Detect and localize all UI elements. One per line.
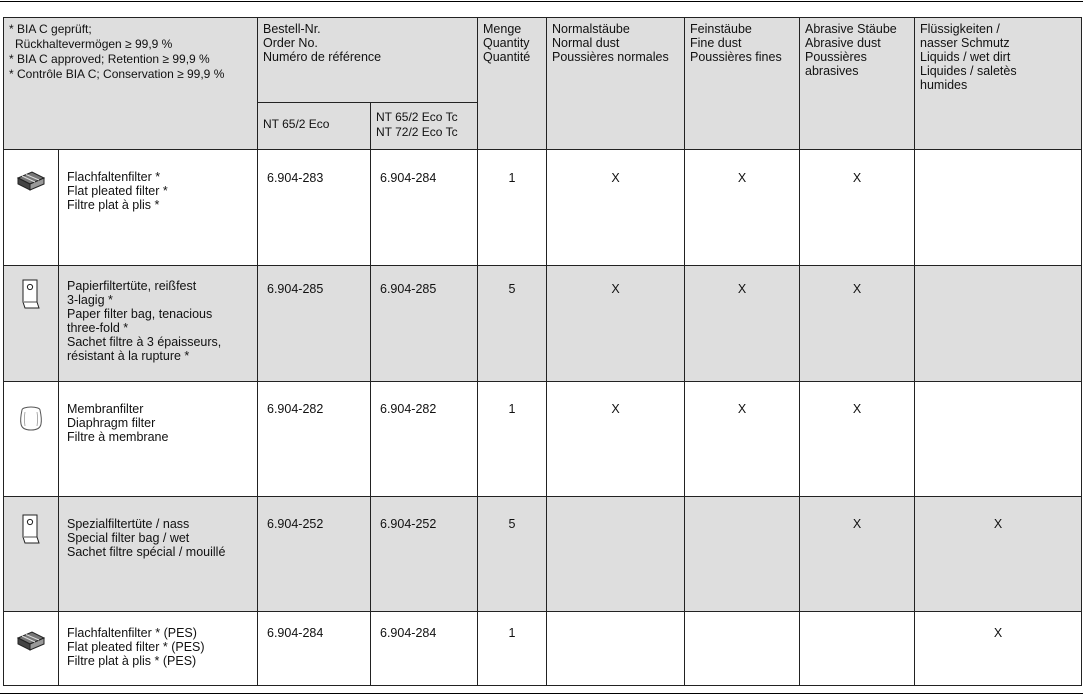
- quantity-value: 5: [478, 497, 547, 612]
- description-line: Flachfaltenfilter * (PES): [67, 626, 197, 640]
- liquids-mark: [915, 382, 1082, 497]
- description-line: Paper filter bag, tenacious: [67, 307, 213, 321]
- table-row: [4, 382, 1082, 497]
- quantity-label-en: Quantity: [483, 36, 530, 50]
- order-no-b: 6.904-284: [371, 150, 478, 266]
- quantity-value: 1: [478, 612, 547, 686]
- membrane-filter-icon: [17, 404, 45, 432]
- table-row: [4, 266, 1082, 382]
- fine-dust-mark: X: [685, 382, 800, 497]
- abrasive-dust-header: [800, 18, 915, 150]
- top-rule: [0, 1, 1083, 2]
- normal-dust-header: [547, 18, 685, 150]
- row-description: [59, 266, 258, 382]
- row-icon-cell: [4, 497, 59, 612]
- description-line: Membranfilter: [67, 402, 144, 416]
- liquids-label-de: Flüssigkeiten /: [920, 22, 1000, 36]
- paper-filter-bag-icon: [21, 278, 41, 310]
- model-a-header: [258, 103, 371, 150]
- description-line: 3-lagig *: [67, 293, 113, 307]
- fine-dust-header: [685, 18, 800, 150]
- model-b-header: [371, 103, 478, 150]
- description-line: Special filter bag / wet: [67, 531, 190, 545]
- fine-dust-mark: [685, 612, 800, 686]
- normal-dust-mark: X: [547, 382, 685, 497]
- fine-dust-mark: X: [685, 266, 800, 382]
- description-line: Flat pleated filter *: [67, 184, 168, 198]
- bottom-rule: [0, 693, 1083, 694]
- order-no-b: 6.904-282: [371, 382, 478, 497]
- order-no-a: 6.904-252: [258, 497, 371, 612]
- description-line: three-fold *: [67, 321, 129, 335]
- model-b-label: NT 72/2 Eco Tc: [376, 125, 458, 139]
- description-line: Filtre plat à plis * (PES): [67, 654, 197, 668]
- liquids-label-de: nasser Schmutz: [920, 36, 1010, 50]
- header-row: [4, 18, 1082, 103]
- description-line: Flat pleated filter * (PES): [67, 640, 205, 654]
- abrasive-dust-mark: X: [800, 497, 915, 612]
- liquids-mark: [915, 266, 1082, 382]
- fine-dust-mark: X: [685, 150, 800, 266]
- normal-dust-mark: X: [547, 150, 685, 266]
- row-description: [59, 612, 258, 686]
- description-line: Diaphragm filter: [67, 416, 156, 430]
- order-no-a: 6.904-282: [258, 382, 371, 497]
- liquids-mark: X: [915, 612, 1082, 686]
- normal-dust-label-de: Normalstäube: [552, 22, 630, 36]
- description-line: Sachet filtre à 3 épaisseurs,: [67, 335, 222, 349]
- normal-dust-mark: X: [547, 266, 685, 382]
- description-line: Filtre à membrane: [67, 430, 169, 444]
- table-row: [4, 612, 1082, 686]
- row-description: [59, 150, 258, 266]
- fine-dust-mark: [685, 497, 800, 612]
- row-description: [59, 382, 258, 497]
- liquids-label-fr: Liquides / saletès: [920, 64, 1017, 78]
- fine-dust-label-de: Feinstäube: [690, 22, 752, 36]
- filter-accessories-table: [3, 17, 1082, 686]
- row-icon-cell: [4, 382, 59, 497]
- quantity-value: 1: [478, 382, 547, 497]
- normal-dust-mark: [547, 497, 685, 612]
- abrasive-dust-label-fr: abrasives: [805, 64, 859, 78]
- quantity-header: [478, 18, 547, 150]
- order-no-b: 6.904-284: [371, 612, 478, 686]
- description-line: Spezialfiltertüte / nass: [67, 517, 190, 531]
- normal-dust-label-en: Normal dust: [552, 36, 620, 50]
- bia-note-line: * BIA C approved; Retention ≥ 99,9 %: [9, 52, 210, 66]
- description-line: Filtre plat à plis *: [67, 198, 160, 212]
- description-line: résistant à la rupture *: [67, 349, 190, 363]
- flat-pleated-filter-icon: [16, 170, 46, 192]
- row-icon-cell: [4, 612, 59, 686]
- fine-dust-label-fr: Poussières fines: [690, 50, 782, 64]
- liquids-label-fr: humides: [920, 78, 968, 92]
- quantity-value: 5: [478, 266, 547, 382]
- abrasive-dust-mark: X: [800, 382, 915, 497]
- abrasive-dust-label-fr: Poussières: [805, 50, 867, 64]
- liquids-mark: X: [915, 497, 1082, 612]
- order-no-label-fr: Numéro de référence: [263, 50, 382, 64]
- quantity-label-fr: Quantité: [483, 50, 531, 64]
- special-filter-bag-icon: [21, 513, 41, 545]
- bia-note-line: Rückhaltevermögen ≥ 99,9 %: [15, 37, 173, 51]
- normal-dust-label-fr: Poussières normales: [552, 50, 669, 64]
- normal-dust-mark: [547, 612, 685, 686]
- abrasive-dust-label-de: Abrasive Stäube: [805, 22, 897, 36]
- quantity-label-de: Menge: [483, 22, 522, 36]
- bia-note-header: [4, 18, 258, 150]
- bia-note-line: * Contrôle BIA C; Conservation ≥ 99,9 %: [9, 67, 225, 81]
- bia-note-line: * BIA C geprüft;: [9, 22, 92, 36]
- order-no-b: 6.904-285: [371, 266, 478, 382]
- row-icon-cell: [4, 150, 59, 266]
- table-row: [4, 497, 1082, 612]
- description-line: Papierfiltertüte, reißfest: [67, 279, 197, 293]
- fine-dust-label-en: Fine dust: [690, 36, 742, 50]
- liquids-label-en: Liquids / wet dirt: [920, 50, 1011, 64]
- order-no-a: 6.904-285: [258, 266, 371, 382]
- order-no-label-en: Order No.: [263, 36, 318, 50]
- abrasive-dust-label-en: Abrasive dust: [805, 36, 881, 50]
- liquids-mark: [915, 150, 1082, 266]
- abrasive-dust-mark: X: [800, 266, 915, 382]
- order-no-label-de: Bestell-Nr.: [263, 22, 321, 36]
- description-line: Flachfaltenfilter *: [67, 170, 161, 184]
- abrasive-dust-mark: [800, 612, 915, 686]
- order-no-b: 6.904-252: [371, 497, 478, 612]
- order-no-header: [258, 18, 478, 103]
- row-icon-cell: [4, 266, 59, 382]
- quantity-value: 1: [478, 150, 547, 266]
- description-line: Sachet filtre spécial / mouillé: [67, 545, 226, 559]
- abrasive-dust-mark: X: [800, 150, 915, 266]
- order-no-a: 6.904-283: [258, 150, 371, 266]
- liquids-header: [915, 18, 1082, 150]
- model-b-label: NT 65/2 Eco Tc: [376, 110, 458, 124]
- model-a-label: NT 65/2 Eco: [263, 117, 330, 131]
- flat-pleated-filter-pes-icon: [16, 630, 46, 652]
- order-no-a: 6.904-284: [258, 612, 371, 686]
- row-description: [59, 497, 258, 612]
- table-row: [4, 150, 1082, 266]
